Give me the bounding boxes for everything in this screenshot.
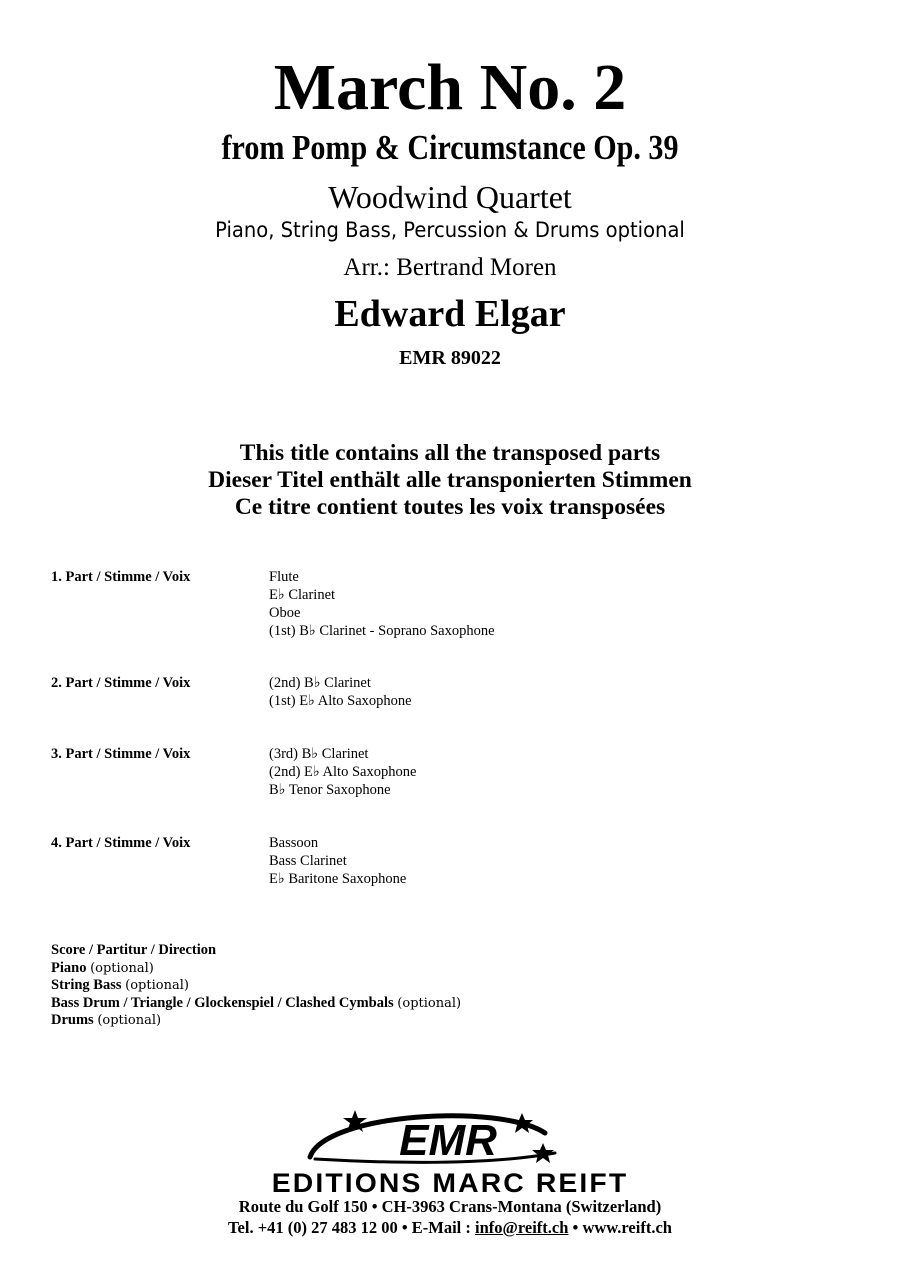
phone: Tel. +41 (0) 27 483 12 00	[228, 1218, 398, 1237]
optional-note: (optional)	[125, 978, 189, 994]
part-2-label: 2. Part / Stimme / Voix	[51, 675, 191, 691]
list-item: (3rd) B♭ Clarinet	[269, 746, 369, 762]
publisher	[0, 1168, 900, 1198]
list-item: Oboe	[269, 605, 301, 621]
list-item: (1st) E♭ Alto Saxophone	[269, 693, 412, 709]
extra-name: Bass Drum / Triangle / Glockenspiel / Clashed Cymbals	[51, 994, 394, 1011]
part-1-instruments	[269, 568, 495, 640]
list-item: (2nd) E♭ Alto Saxophone	[269, 764, 417, 780]
part-1-label: 1. Part / Stimme / Voix	[51, 569, 191, 585]
optional-note: (optional)	[90, 960, 154, 976]
transposed-note-en: This title contains all the transposed parts	[239, 440, 661, 466]
email-link[interactable]: info@reift.ch	[475, 1218, 569, 1237]
arranger: Arr.: Bertrand Moren	[343, 254, 557, 281]
composer: Edward Elgar	[334, 293, 566, 335]
page-title: March No. 2	[273, 51, 627, 124]
transposed-note-fr: Ce titre contient toutes les voix transposées	[234, 494, 666, 520]
list-item	[51, 960, 461, 978]
part-3-label: 3. Part / Stimme / Voix	[51, 746, 191, 762]
list-item	[51, 1012, 461, 1030]
website[interactable]: www.reift.ch	[582, 1218, 672, 1237]
list-item: Bassoon	[269, 835, 319, 851]
part-4-label: 4. Part / Stimme / Voix	[51, 835, 191, 851]
list-item: E♭ Clarinet	[269, 587, 336, 603]
extra-parts	[51, 942, 461, 1030]
extra-name: Piano	[51, 959, 87, 976]
transposed-note	[0, 440, 900, 521]
part-3-instruments	[269, 745, 416, 799]
publisher-address: Route du Golf 150 • CH-3963 Crans-Montana (Switzerland)	[238, 1197, 662, 1216]
part-4-instruments	[269, 834, 406, 888]
publisher-name: EDITIONS MARC REIFT	[271, 1168, 629, 1198]
optional-note: (optional)	[97, 1013, 162, 1029]
list-item: (2nd) B♭ Clarinet	[269, 675, 371, 691]
catalog-number: EMR 89022	[399, 347, 501, 369]
extra-name: Score / Partitur / Direction	[51, 942, 217, 958]
list-item: Bass Clarinet	[269, 853, 347, 869]
email-label: E-Mail :	[411, 1218, 471, 1237]
transposed-note-de: Dieser Titel enthält alle transponierten Stimmen	[208, 467, 692, 493]
subtitle: from Pomp & Circumstance Op. 39	[221, 128, 679, 167]
list-item: B♭ Tenor Saxophone	[269, 782, 391, 798]
list-item: Flute	[269, 569, 299, 585]
publisher-contact: Tel. +41 (0) 27 483 12 00 • E-Mail : info@reift.ch • www.reift.ch	[228, 1218, 672, 1237]
logo-text: EMR	[399, 1116, 497, 1165]
part-2-instruments	[269, 674, 412, 710]
list-item	[51, 977, 461, 995]
list-item: (1st) B♭ Clarinet - Soprano Saxophone	[269, 623, 495, 639]
emr-logo	[300, 1105, 600, 1171]
ensemble: Woodwind Quartet	[328, 179, 572, 215]
optional-note: (optional)	[397, 995, 462, 1011]
list-item	[51, 995, 461, 1013]
extra-name: String Bass	[51, 977, 122, 994]
extra-name: Drums	[51, 1012, 94, 1029]
list-item	[51, 942, 461, 960]
instrumentation: Piano, String Bass, Percussion & Drums optional	[215, 218, 685, 242]
list-item: E♭ Baritone Saxophone	[269, 871, 407, 887]
